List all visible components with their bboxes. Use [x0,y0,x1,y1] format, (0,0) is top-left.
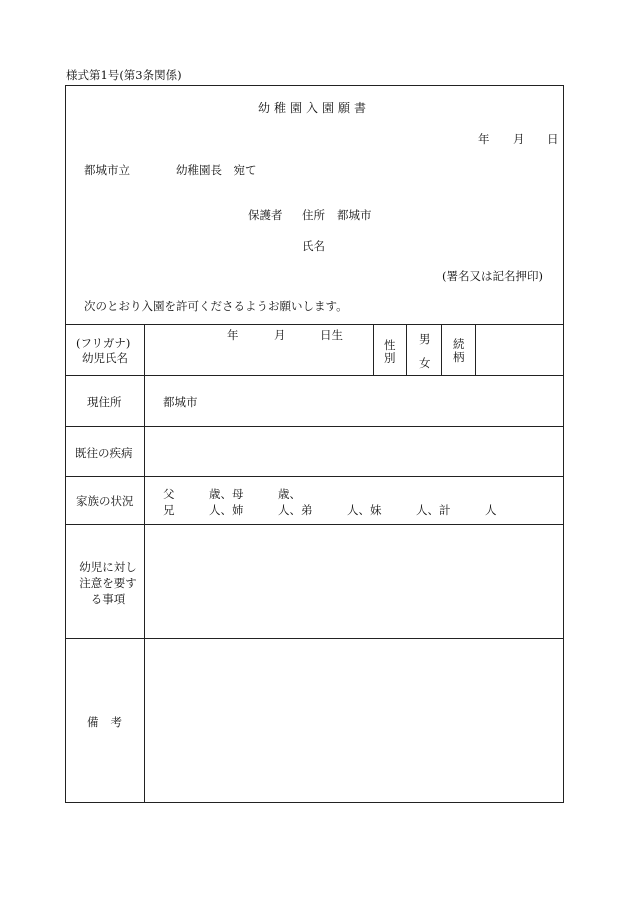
divider-child [65,375,564,376]
divider-notes [65,638,564,639]
guardian-address-city: 都城市 [337,208,372,222]
current-address-city: 都城市 [163,395,198,409]
gender-label: 性別 [384,338,396,365]
birth-year: 年 [227,328,239,342]
notes-label: 幼児に対し注意を要する事項 [79,560,137,606]
relation-divider [475,324,476,375]
remarks-label: 備考 [87,715,134,729]
guardian-label: 保護者 [248,208,283,222]
birth-day: 日生 [320,328,343,342]
form-title: 幼稚園入園願書 [258,101,371,115]
form-number: 様式第1号(第3条関係) [66,68,182,82]
guardian-address-label: 住所 [302,208,325,222]
divider-history [65,476,564,477]
date-month: 月 [513,132,525,146]
family-label: 家族の状況 [76,494,134,508]
gender-right-divider [441,324,442,375]
family-line-parents: 父 歳、母 歳、 [163,487,301,501]
child-name-label: 幼児氏名 [82,351,128,365]
furigana-label: (フリガナ) [76,336,131,350]
seal-note: (署名又は記名押印) [442,269,543,283]
birth-month: 月 [274,328,286,342]
application-form [65,85,564,803]
gender-male[interactable]: 男 [419,332,431,346]
relation-label: 続柄 [453,337,465,364]
label-column-divider [144,324,145,803]
addressee-kindergarten: 幼稚園長 宛て [176,163,257,177]
gender-mid-divider [406,324,407,375]
current-address-label: 現住所 [87,395,122,409]
date-day: 日 [547,132,559,146]
addressee-city: 都城市立 [84,163,130,177]
divider-header [65,324,564,325]
divider-address [65,426,564,427]
request-text: 次のとおり入園を許可くださるようお願いします。 [84,299,348,313]
date-year: 年 [478,132,490,146]
family-line-siblings: 兄 人、姉 人、弟 人、妹 人、計 人 [163,503,497,517]
divider-family [65,524,564,525]
gender-female[interactable]: 女 [419,356,431,370]
gender-left-divider [373,324,374,375]
medical-history-label: 既往の疾病 [75,446,133,460]
guardian-name-label: 氏名 [302,239,325,253]
